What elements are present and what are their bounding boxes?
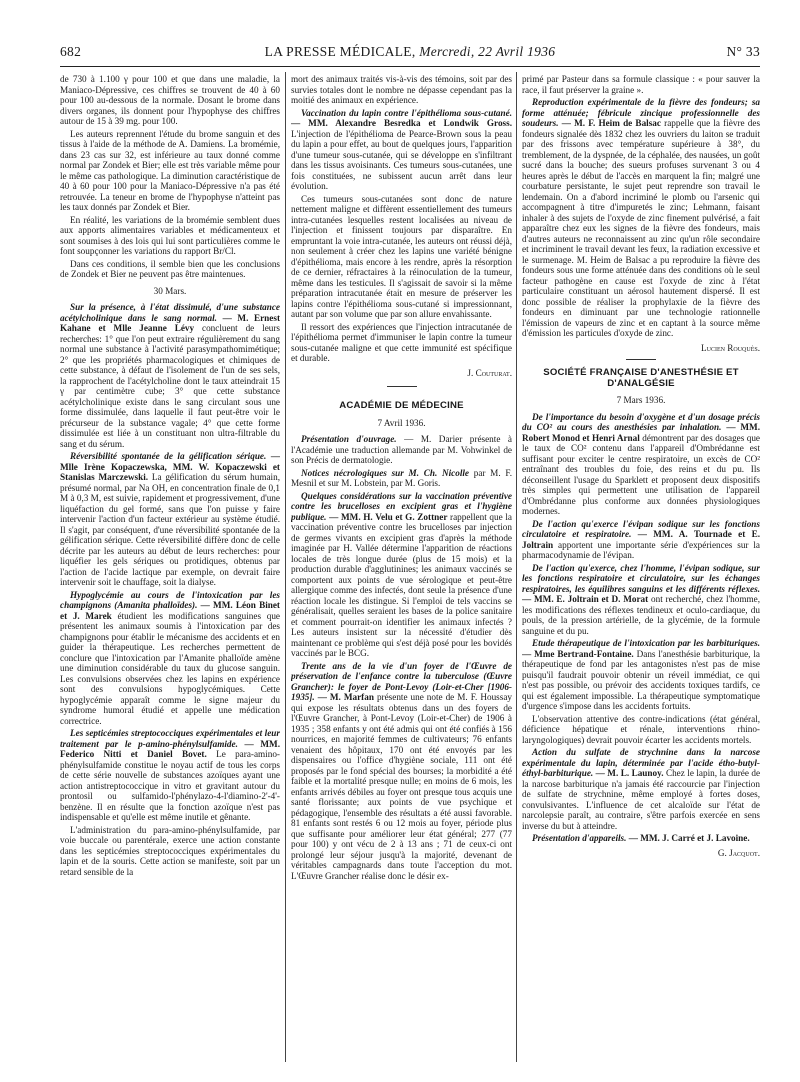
abstract-title: Action du sulfate de strychnine dans la narcose expérimentale du lapin, déterminée par l'acide étho-butyl-éthyl-barbiturique. bbox=[522, 747, 760, 778]
abstract-body: Le para-amino-phénylsulfamide constitue le noyau actif de tous les corps de cette série nouvelle de substances azoïques ayant une action antistreptococcique in vitro et gravitant autour du prontosil ou sulfamido-l'phénylazo-4-l'diamino-2'-4'-benzène. Il en résulte que la fonction azoïque n'est pas indispensable et qu'elle est même inutile et gênante. bbox=[60, 749, 280, 822]
abstract-authors: — M. Marfan bbox=[317, 692, 374, 702]
abstract bbox=[291, 468, 512, 489]
page-number: 682 bbox=[60, 44, 82, 59]
abstract-title: Hypoglycémie au cours de l'intoxication par les champignons (Amanita phalloïdes). bbox=[60, 589, 280, 610]
abstract bbox=[522, 519, 760, 561]
abstract bbox=[522, 97, 760, 339]
column-divider-1 bbox=[285, 72, 286, 1062]
abstract-authors: — MM. A. Tournade et E. Joltrain bbox=[522, 529, 760, 550]
abstract bbox=[60, 590, 280, 727]
abstract bbox=[291, 491, 512, 659]
session-date: 7 Mars 1936. bbox=[616, 395, 666, 405]
abstract bbox=[60, 302, 280, 449]
abstract-authors: — MM. E. Joltrain et D. Morat bbox=[522, 594, 649, 604]
column-middle bbox=[291, 74, 512, 1066]
abstract-title: Présentation d'appareils. bbox=[532, 833, 627, 843]
abstract-title: Trente ans de la vie d'un foyer de l'Œuvre de préservation de l'enfance contre la tuberculose (Œuvre Grancher): le foyer de Pont-Levoy (Loir-et-Cher [1906-1935]. bbox=[291, 660, 512, 702]
running-header bbox=[60, 44, 760, 66]
abstract-title: Réversibilité spontanée de la gélification sérique. bbox=[70, 451, 267, 461]
abstract bbox=[522, 563, 760, 637]
column-divider-2 bbox=[516, 72, 517, 1062]
abstract bbox=[522, 638, 760, 712]
section-separator bbox=[626, 359, 656, 360]
issue-date: Mercredi, 22 Avril 1936 bbox=[419, 44, 556, 59]
session-date: 30 Mars. bbox=[153, 285, 187, 296]
abstract bbox=[291, 661, 512, 882]
abstract-body: — M. Darier présente à l'Académie une traduction allemande par M. Vohwinkel de son Précis de dermatologie. bbox=[291, 434, 512, 465]
journal-name: LA PRESSE MÉDICALE, bbox=[264, 44, 416, 59]
paragraph: Ces tumeurs sous-cutanées sont donc de nature nettement maligne et diffèrent essentiellement des tumeurs intra-cutanées lesquelles restent localisées au niveau de l'injection et finissent toujours par disparaître. En empruntant la voie intra-cutanée, les auteurs ont réussi déjà, non seulement à créer chez les lapins une variété bénigne d'épithélioma, mais encore à les rendre, après la résorption de ce dernier, réfractaires à la réinoculation de la tumeur, même dans les testicules. Il s'agissait de savoir si la même préparation intracutanée était en mesure de préserver les lapins contre l'épithélioma sous-cutané si impressionnant, autant par son volume que par son allure envahissante. bbox=[291, 193, 512, 319]
abstract-body: ont recherché, chez l'homme, les modifications des réflexes tendineux et oculo-cardiaque, du pouls, de la pression artérielle, de la glycémie, de la formule sanguine et du pu. bbox=[522, 594, 760, 636]
abstract-title: Notices nécrologiques sur M. Ch. Nicolle bbox=[301, 467, 469, 478]
abstract-authors: — MM. H. Velu et G. Zottner bbox=[329, 511, 448, 522]
abstract-authors: — M. F. Heim de Balsac bbox=[561, 118, 661, 128]
abstract bbox=[291, 108, 512, 192]
abstract-body: L'injection de l'épithélioma de Pearce-Brown sous la peau du lapin a pour effet, au bout de quelques jours, l'apparition d'une tumeur sous-cutanée, qui se développe en s'infiltrant dans les tissus avoisinants. Ces tumeurs sous-cutanées, une fois constituées, ne subissent aucun arrêt dans leur évolution. bbox=[291, 128, 512, 191]
abstract-title: Présentation d'ouvrage. bbox=[301, 434, 397, 444]
abstract-title: Sur la présence, à l'état dissimulé, d'une substance acétylcholinique dans le sang normal. bbox=[60, 302, 280, 323]
signature: J. Couturat. bbox=[467, 367, 512, 378]
abstract-title: Les septicémies streptococciques expérimentales et leur traitement par le p-amino-phénylsulfamide. bbox=[60, 728, 280, 749]
abstract-body: apportent une importante série d'expériences sur la pharmacodynamie de l'évipan. bbox=[522, 539, 760, 560]
paragraph: L'observation attentive des contre-indications (état général, déficience hépatique et rénale, interventions rhino-laryngologiques) devrait pouvoir écarter les accidents mortels. bbox=[522, 713, 760, 745]
abstract-title: De l'action qu'exerce, chez l'homme, l'évipan sodique, sur les fonctions respiratoire et circulatoire, sur les échanges respiratoires, les équilibres sanguins et les différents réflexes. bbox=[522, 562, 760, 594]
abstract-body: par M. F. Mesnil et sur M. Lobstein, par M. Goris. bbox=[291, 467, 512, 488]
abstract-title: De l'action qu'exerce l'évipan sodique sur les fonctions circulatoire et respiratoire. bbox=[522, 518, 760, 539]
paragraph: L'administration du para-amino-phénylsulfamide, par voie buccale ou parentérale, exerce une action constante dans les septicémies streptococciques expérimentales du lapin et de la souris. Cette action se manifeste, soit par un retard sensible de la bbox=[60, 824, 280, 877]
abstract-authors: — M. Ernest Kahane et Mlle Jeanne Lévy bbox=[60, 312, 280, 333]
abstract-body: Dans l'anesthésie barbiturique, la thérapeutique de fond par les antagonistes n'est pas de mise puisqu'il faudrait pouvoir obtenir un réveil immédiat, ce qui n'est pas possible, ou prévoir des accidents toxiques tardifs, ce qui est également impossible. La thérapeutique symptomatique d'urgence s'impose dans les accidents fortuits. bbox=[522, 648, 760, 711]
abstract bbox=[522, 833, 760, 844]
signature: Lucien Rouquès. bbox=[701, 342, 760, 353]
abstract bbox=[60, 728, 280, 823]
abstract-body: démontrent par des dosages que le taux de CO² contenu dans l'appareil d'Ombrédanne est suffisant pour exciter le centre respiratoire, un excès de CO² entraînant des troubles du foie, des reins et du pu. Ils déconseillent l'usage du Sparklett et proposent deux dispositifs très simples qui permettent une utilisation de l'appareil d'Ombrédanne plus conforme aux données physiologiques modernes. bbox=[522, 432, 760, 516]
session-date: 7 Avril 1936. bbox=[377, 417, 426, 428]
abstract-authors: — MM. Federico Nitti et Daniel Bovet. bbox=[60, 738, 280, 759]
abstract-body: étudient les modifications sanguines que présentent les animaux soumis à l'intoxication par des champignons pour établir le mécanisme des accidents et en guider la thérapeutique. Les recherches permettent de conclure que l'intoxication par l'Amanite phalloïde amène une diminution considérable du taux du glucose sanguin. Les convulsions observées chez les lapins en expérience sont des convulsions hypoglycémiques. Cette hypoglycémie apparaît comme le signe majeur du syndrome humoral étudié et appelle une médication correctrice. bbox=[60, 610, 280, 726]
issue-number: N° 33 bbox=[726, 44, 760, 59]
abstract-authors: — Mme Bertrand-Fontaine. bbox=[522, 648, 634, 659]
abstract-body: Chez le lapin, la durée de la narcose barbiturique n'a jamais été raccourcie par l'injection de sulfate de strychnine, même employé à fortes doses, convulsivantes. L'influence de cet alcaloïde sur l'état de narcolepsie paraît, au contraire, s'être parfois exercée en sens inverse du but à atteindre. bbox=[522, 768, 760, 831]
column-right bbox=[522, 74, 760, 1066]
paragraph: mort des animaux traités vis-à-vis des témoins, soit par des survies totales dont le nombre ne dépasse cependant pas la moitié des animaux en expérience. bbox=[291, 74, 512, 105]
journal-title bbox=[60, 44, 760, 60]
abstract-body: concluent de leurs recherches: 1° que l'on peut extraire régulièrement du sang normal une substance à l'activité parasympathomimétique; 2° que les propriétés pharmacologiques et chimiques de cette substance, à défaut de l'isolement de l'un de ses sels, la rapprochent de l'acétylcholine dont le taux atteindrait 15 γ par centimètre cube; 3° que cette substance acétylcholinique existe dans le sang circulant sous une forme dissimulée, dans laquelle il faut peut-être voir le précurseur de la substance vagale; 4° que cette forme dissimulée est liée à un constituant non ultra-filtrable du sang et du sérum. bbox=[60, 323, 280, 449]
abstract-body: La gélification du sérum humain, présumé normal, par Na OH, en concentration finale de 0,1 M à 0,3 M, est suivie, rapidement et progressivement, d'une liquéfaction du gel formé, sans que l'on puisse y faire intervenir l'action d'un facteur extérieur au système étudié. Il s'agit, par conséquent, d'une réversibilité spontanée de la gélification sérique. Cette réversibilité diffère donc de celle décrite par les auteurs au début de leurs recherches: pour liquéfier les gels sériques ou protidiques, obtenus par l'action de l'acide lactique par exemple, on devrait faire intervenir soit le chauffage, soit la dialyse. bbox=[60, 472, 280, 587]
abstract-authors: — M. L. Launoy. bbox=[595, 768, 664, 778]
abstract-title: De l'importance du besoin d'oxygène et d'un dosage précis du CO² au cours des anesthésies par inhalation. bbox=[522, 411, 760, 432]
signature: G. Jacquot. bbox=[717, 847, 760, 858]
abstract bbox=[60, 451, 280, 588]
abstract-authors: — Mlle Irène Kopaczewska, MM. W. Kopaczewski et Stanislas Marczewski. bbox=[60, 451, 280, 482]
abstract-authors: — MM. Léon Binet et J. Marek bbox=[60, 600, 280, 621]
section-heading: SOCIÉTÉ FRANÇAISE D'ANESTHÉSIE ET D'ANALGÉSIE bbox=[543, 367, 739, 389]
paragraph: primé par Pasteur dans sa formule classique : « pour sauver la race, il faut préserver la graine ». bbox=[522, 74, 760, 95]
abstract-authors: — MM. Alexandre Besredka et Londwik Gross. bbox=[291, 118, 512, 128]
abstract bbox=[522, 412, 760, 517]
abstract-title: Quelques considérations sur la vaccination préventive contre les brucelloses en excipient gras et l'hygiène publique. bbox=[291, 490, 512, 522]
header-rule bbox=[60, 66, 760, 67]
abstract-body: rappelle que la fièvre des fondeurs signalée dès 1832 chez les ouvriers du laiton se traduit par des frissons avec température supérieure à 38°, du tremblement, de la dyspnée, de la céphalée, des nausées, un goût sucré dans la bouche; des sueurs profuses survenant 3 ou 4 heures après le début de l'accès en marquent la fin; malgré une courbature persistante, le sujet peut reprendre son travail le lendemain. On a d'abord incriminé le plomb ou l'arsenic qui accompagnent à titre d'impuretés le zinc; Lehmann, faisant inhaler à des sujets de l'oxyde de zinc finement pulvérisé, a fait apparaître chez eux les signes de la fièvre des fondeurs, mais d'autres auteurs ne reconnaissent au zinc qu'un rôle secondaire et incriminent le travail devant les feux, la radiation excessive et le surmenage. M. Heim de Balsac a pu reproduire la fièvre des fondeurs sous une forme atténuée dans des conditions où le seul facteur pathogène en cause est l'oxyde de zinc à l'état particulaire constituant un aérosol hautement dispersé. Il est donc possible de réaliser la prophylaxie de la fièvre des fondeurs en diminuant par une technologie rationnelle l'émission de vapeurs de zinc et en captant à la source même d'émission les particules d'oxyde de zinc. bbox=[522, 118, 760, 338]
abstract-title: Etude thérapeutique de l'intoxication par les barbituriques. bbox=[532, 638, 760, 648]
paragraph: de 730 à 1.100 γ pour 100 et que dans une maladie, la Maniaco-Dépressive, ces chiffres se trouvent de 40 à 60 pour 100 au-dessous de la normale. Dosant le brome dans divers organes, ils donnent pour l'hypophyse des chiffres autour de 15 à 39 mg. pour 100. bbox=[60, 74, 280, 126]
section-separator bbox=[387, 386, 417, 387]
abstract-body: présente une note de M. F. Houssay qui expose les résultats obtenus dans un des foyers de l'Œuvre Grancher, à Pont-Levoy (Loir-et-Cher) de 1906 à 1935 ; 358 enfants y ont été admis qui ont été confiés à 156 nourrices, en majorité femmes de cultivateurs; 76 enfants venaient des hôpitaux, 170 ont été envoyés par les dispensaires ou l'office d'hygiène sociale, 111 ont été proposés par le fond spécial des bourses; la morbidité a été faible et la mortalité presque nulle; en moins de 6 mois, les enfants arrivés débiles au foyer ont presque tous acquis une santé florissante; aux points de vue psychique et pédagogique, l'ensemble des résultats a été aussi favorable. 81 enfants sont restés 6 ou 12 mois au foyer, période plus que suffisante pour améliorer leur état général; 277 (77 pour 100) y ont vécu de 2 à 13 ans ; 71 de ceux-ci ont prolongé leur séjour jusqu'à la majorité, devenant de véritables campagnards dans toute l'acception du mot. L'Œuvre Grancher réalise donc le désir ex- bbox=[291, 692, 512, 881]
abstract-authors: — MM. Robert Monod et Henri Arnal bbox=[522, 422, 760, 443]
abstract-authors: — MM. J. Carré et J. Lavoine. bbox=[628, 833, 750, 843]
abstract-title: Reproduction expérimentale de la fièvre des fondeurs; sa forme atténuée; fébricule zincique professionnelle des soudeurs. bbox=[522, 97, 760, 128]
paragraph: Dans ces conditions, il semble bien que les conclusions de Zondek et Bier ne peuvent pas être maintenues. bbox=[60, 258, 280, 279]
column-left bbox=[60, 74, 280, 1066]
paragraph: En réalité, les variations de la bromémie semblent dues aux apports alimentaires variables et médicamenteux et sont soumises à des lois qui lui sont particulières comme le font soupçonner les variations du rapport Br/Cl. bbox=[60, 214, 280, 256]
paragraph: Il ressort des expériences que l'injection intracutanée de l'épithélioma permet d'immuniser le lapin contre la tumeur sous-cutanée maligne et que cette immunité est spécifique et durable. bbox=[291, 321, 512, 363]
abstract bbox=[291, 434, 512, 466]
section-heading: ACADÉMIE DE MÉDECINE bbox=[339, 400, 464, 411]
abstract-title: Vaccination du lapin contre l'épithélioma sous-cutané. bbox=[301, 107, 512, 118]
abstract-body: rappellent que la vaccination préventive contre les brucelloses par injection de germes vivants en excipient gras d'après la méthode imaginée par H. Vallée détermine l'apparition de réactions locales de très longue durée (plus de 15 mois) et la production durable d'agglutinines; les animaux vaccinés se comportent aux points de vue sérologique et peut-être allergique comme des infectés, dont seule la présence d'une réaction locale les distingue. Si l'emploi de tels vaccins se généralisait, quelles seraient les bases de la police sanitaire et comment pourrait-on identifier les animaux infectés ? Les auteurs insistent sur la nécessité d'étudier dès maintenant ce problème qui s'est déjà posé pour les bovidés vaccinés par le BCG. bbox=[291, 511, 512, 658]
abstract bbox=[522, 747, 760, 831]
paragraph: Les auteurs reprennent l'étude du brome sanguin et des tissus à l'aide de la méthode de A. Damiens. La bromémie, dans 23 cas sur 32, est inférieure au taux donné comme normal par Zondek et Bier; elle est très variable même pour le même cas pathologique. La diminution caractéristique de 40 à 60 pour 100 pour la Maniaco-Dépressive n'a pas été retrouvée. La teneur en brome de l'hypophyse n'atteint pas les taux donnés par Zondek et Bier. bbox=[60, 128, 280, 212]
